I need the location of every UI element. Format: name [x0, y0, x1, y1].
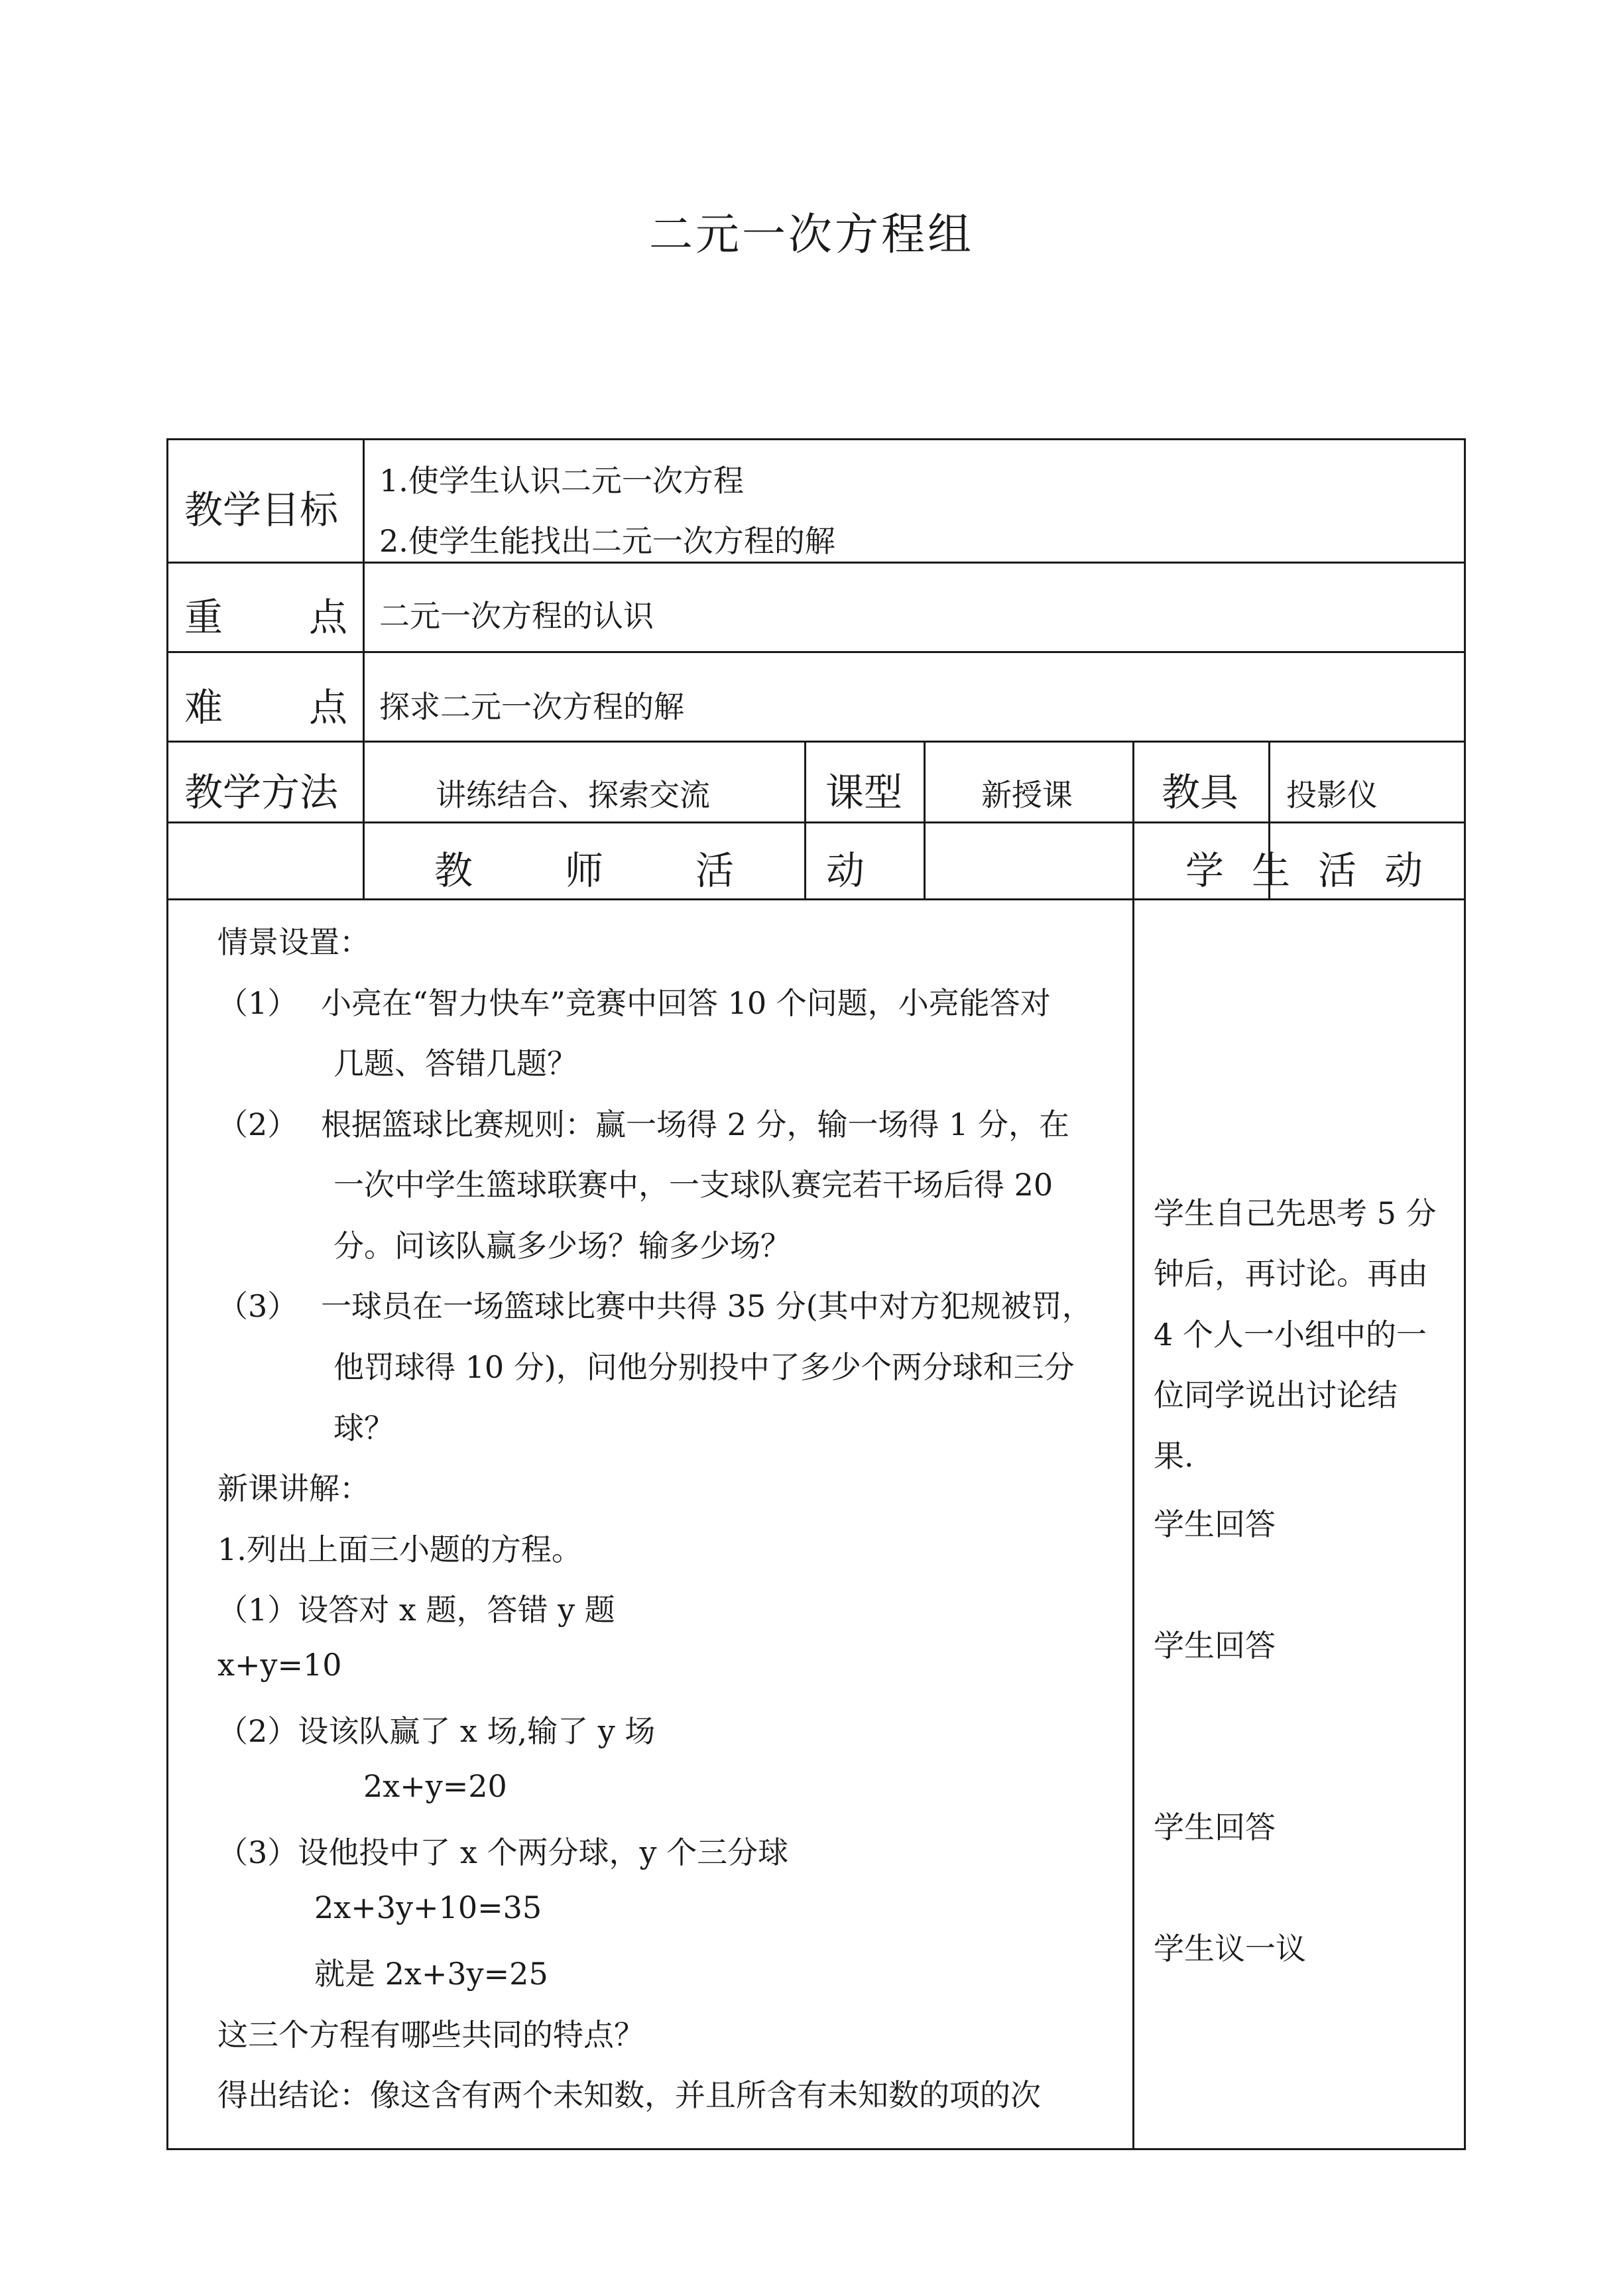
teacher-line: （3） [217, 1288, 298, 1324]
teacher-line: 2x+y=20 [363, 1768, 507, 1804]
teacher-line: （1）设答对 x 题，答错 y 题 [217, 1592, 615, 1628]
student-line: 学生议一议 [1154, 1931, 1306, 1966]
key-point-label: 点 [309, 595, 348, 640]
method-label: 教学方法 [184, 770, 339, 815]
teacher-line: 这三个方程有哪些共同的特点？ [217, 2017, 644, 2053]
student-line: 学生回答 [1154, 1809, 1276, 1845]
teacher-line: （2）设该队赢了 x 场,输了 y 场 [217, 1713, 656, 1749]
key-point-label: 重 [184, 595, 223, 640]
teacher-line: 就是 2x+3y=25 [314, 1956, 548, 1992]
table-border-right [1464, 438, 1466, 2150]
student-line: 学生自己先思考 5 分 [1154, 1195, 1437, 1231]
row-divider [166, 562, 1466, 564]
table-border-top [166, 438, 1466, 440]
teacher-line: 得出结论：像这含有两个未知数，并且所含有未知数的项的次 [217, 2077, 1041, 2113]
teacher-line: （3）设他投中了 x 个两分球，y 个三分球 [217, 1835, 789, 1870]
student-header: 学 [1185, 848, 1225, 893]
tool-label: 教具 [1162, 770, 1239, 815]
goals-label: 教学目标 [184, 487, 339, 532]
col-divider [804, 741, 806, 900]
teacher-header: 教 [434, 848, 473, 893]
teacher-line: 2x+3y+10=35 [314, 1890, 542, 1925]
teacher-header: 活 [695, 848, 735, 893]
col-divider [1132, 741, 1134, 2150]
difficulty-label: 点 [309, 685, 348, 730]
teacher-line: 他罚球得 10 分)，问他分别投中了多少个两分球和三分 [333, 1349, 1075, 1385]
teacher-line: 一球员在一场篮球比赛中共得 35 分(其中对方犯规被罚， [321, 1288, 1093, 1324]
teaching-tool: 投影仪 [1286, 777, 1378, 813]
teacher-line: 分。问该队赢多少场？输多少场？ [333, 1228, 791, 1264]
page-title: 二元一次方程组 [649, 209, 974, 260]
row-divider [166, 821, 1466, 823]
student-line: 学生回答 [1154, 1506, 1276, 1542]
student-header: 活 [1318, 848, 1357, 893]
student-line: 学生回答 [1154, 1628, 1276, 1663]
teacher-line: （2） [217, 1107, 298, 1142]
student-header: 动 [1384, 848, 1423, 893]
col-divider [924, 741, 926, 900]
difficulty-label: 难 [184, 685, 223, 730]
teacher-line: 1.列出上面三小题的方程。 [217, 1532, 582, 1567]
table-border-left [166, 438, 168, 2150]
student-line: 位同学说出讨论结 [1154, 1377, 1398, 1413]
goal-item: 1.使学生认识二元一次方程 [379, 463, 744, 499]
teacher-line: （1） [217, 985, 298, 1021]
teacher-line: 情景设置： [217, 924, 370, 960]
student-line: 钟后，再讨论。再由 [1154, 1256, 1428, 1292]
student-line: 果. [1154, 1438, 1194, 1474]
teacher-line: 根据篮球比赛规则：赢一场得 2 分，输一场得 1 分，在 [321, 1107, 1070, 1142]
teacher-line: 新课讲解： [217, 1471, 370, 1506]
method: 讲练结合、探索交流 [436, 777, 710, 813]
teacher-line: 小亮在“智力快车”竞赛中回答 10 个问题，小亮能答对 [321, 985, 1051, 1021]
teacher-header: 动 [826, 848, 865, 893]
student-header: 生 [1252, 848, 1291, 893]
teacher-line: x+y=10 [217, 1647, 342, 1683]
teacher-line: 几题、答错几题？ [333, 1046, 577, 1081]
course-type: 新授课 [981, 777, 1073, 813]
goal-item: 2.使学生能找出二元一次方程的解 [379, 523, 835, 559]
difficulty: 探求二元一次方程的解 [379, 689, 684, 725]
table-border-bottom [166, 2148, 1466, 2150]
teacher-line: 一次中学生篮球联赛中，一支球队赛完若干场后得 20 [333, 1167, 1053, 1203]
col-divider [363, 438, 365, 900]
row-divider [166, 898, 1466, 900]
teacher-header: 师 [565, 848, 604, 893]
row-divider [166, 741, 1466, 743]
student-line: 4 个人一小组中的一 [1154, 1317, 1427, 1353]
row-divider [166, 651, 1466, 653]
key-point: 二元一次方程的认识 [379, 598, 654, 634]
type-label: 课型 [825, 770, 903, 815]
teacher-line: 球？ [333, 1410, 394, 1446]
